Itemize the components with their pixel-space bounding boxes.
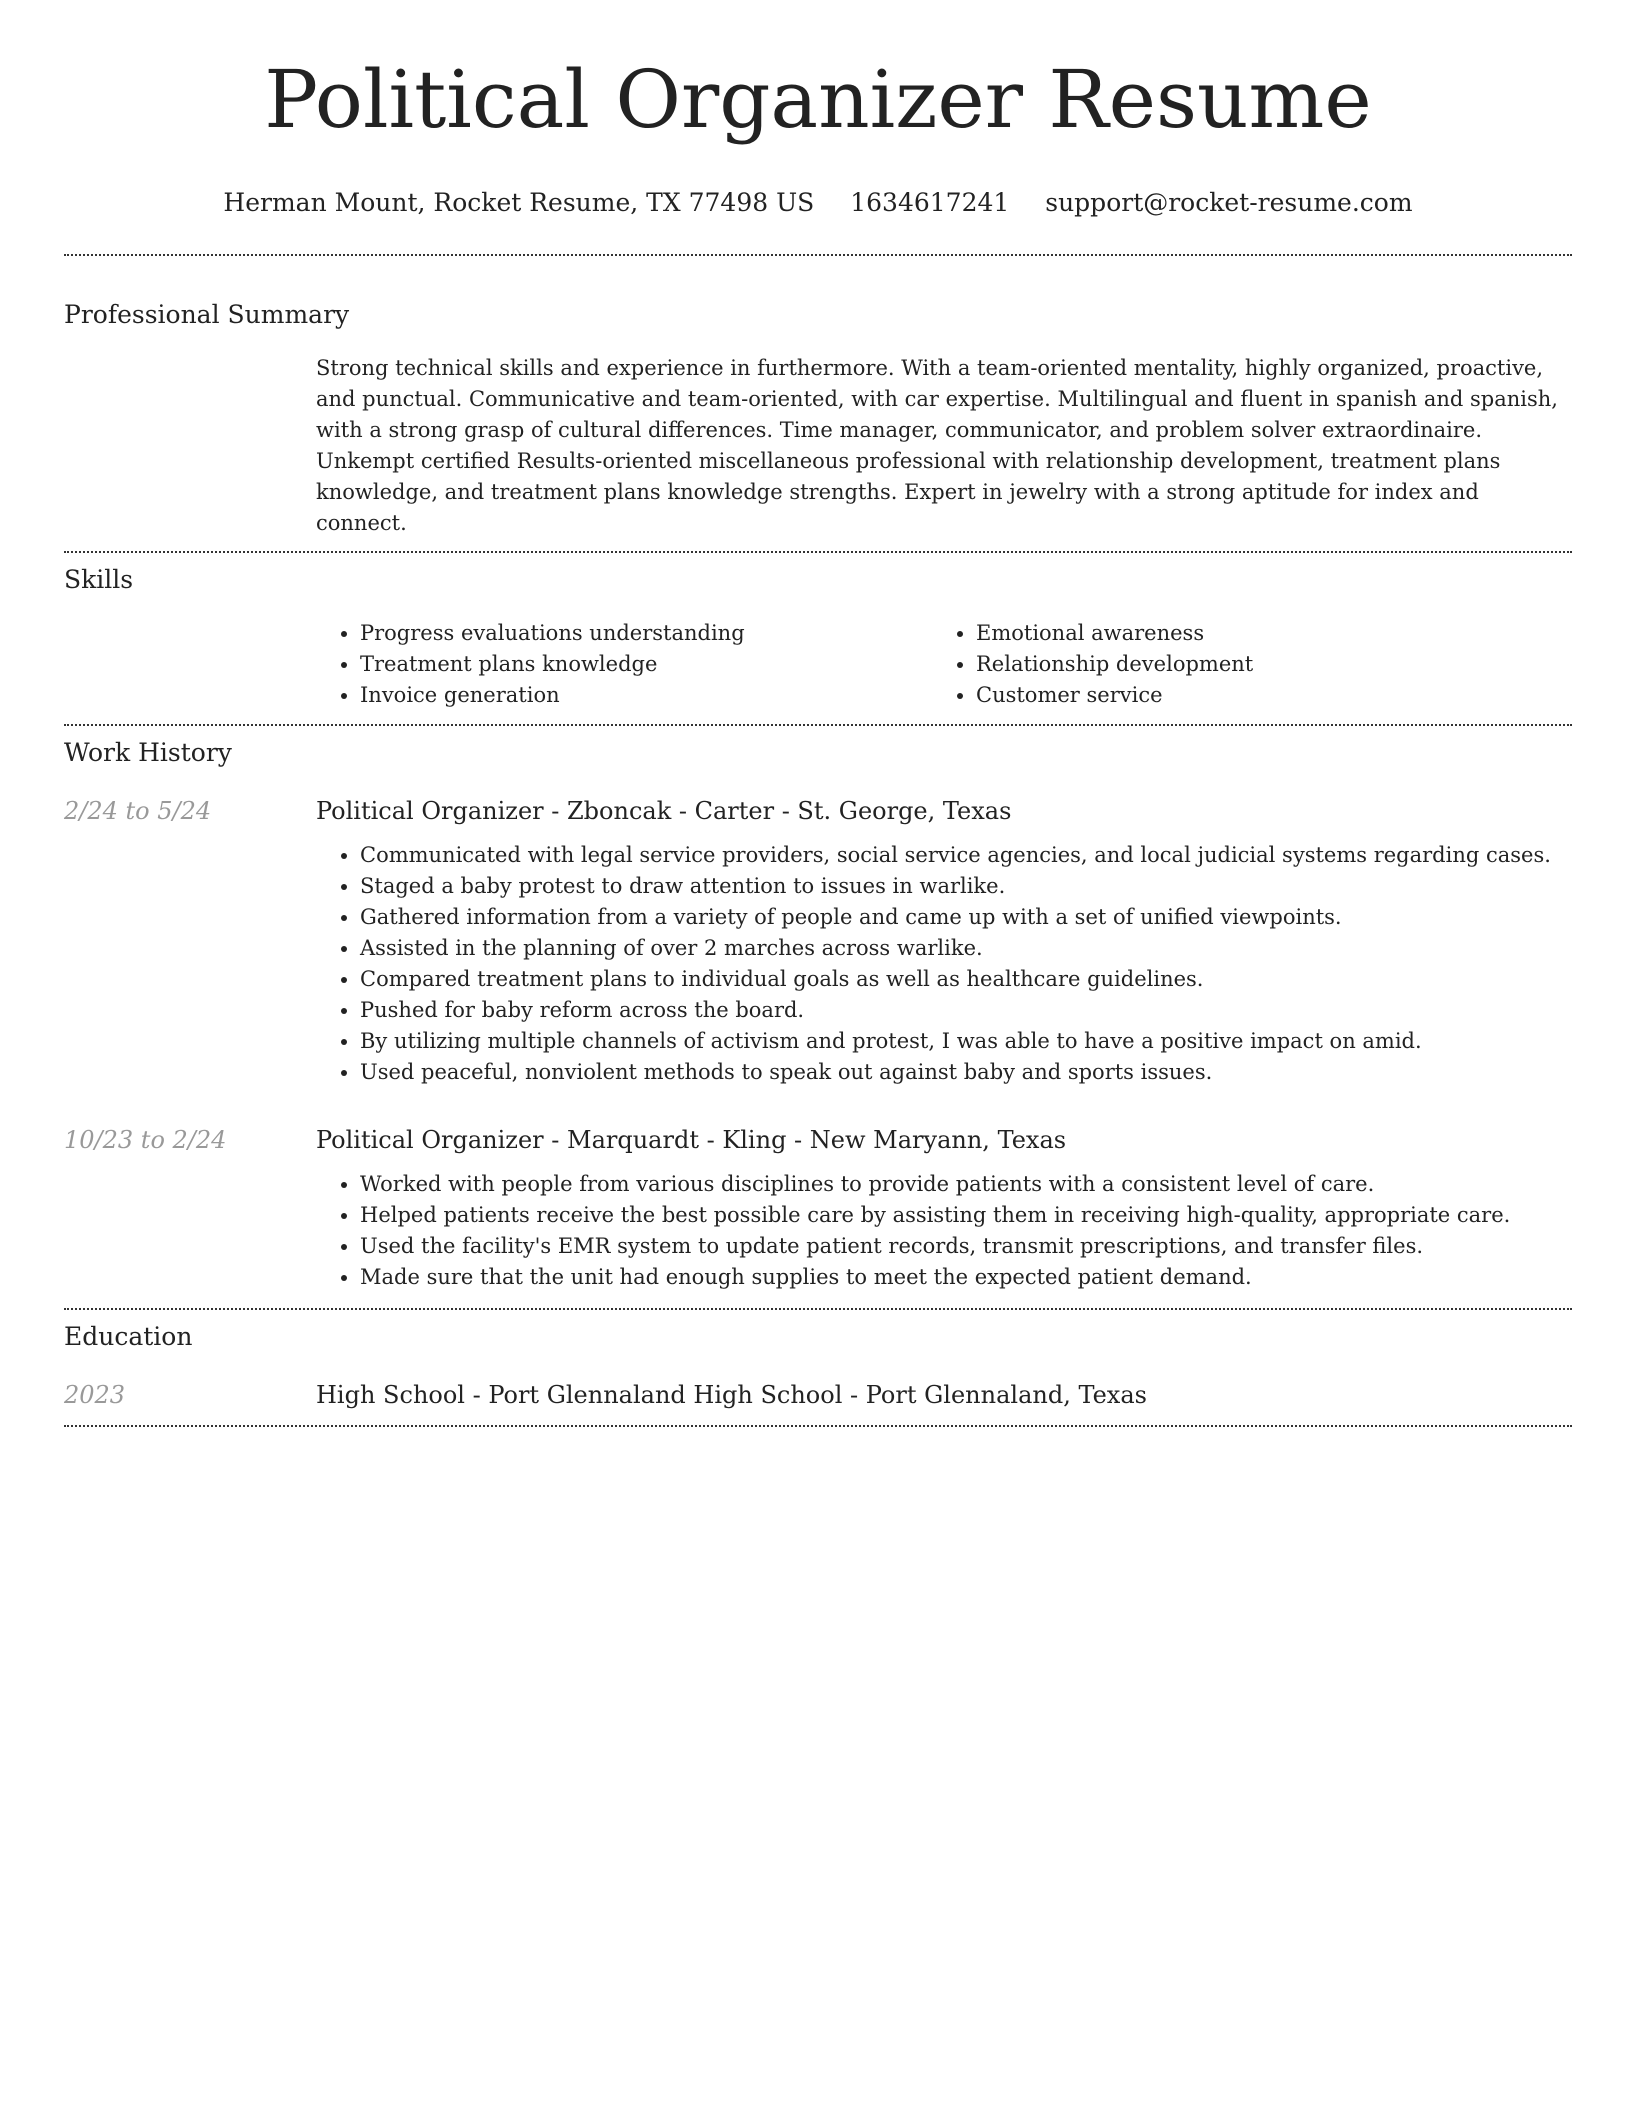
skills-heading: Skills bbox=[64, 565, 134, 594]
job-bullet: • Assisted in the planning of over 2 marches across warlike. bbox=[360, 933, 1572, 964]
job-title: Political Organizer - Zboncak - Carter - St. George, Texas bbox=[316, 797, 1012, 825]
skill-item: • Customer service bbox=[976, 680, 1253, 711]
skill-item: • Relationship development bbox=[976, 649, 1253, 680]
skills-list-right bbox=[932, 618, 1253, 711]
education-title: High School - Port Glennaland High School - Port Glennaland, Texas bbox=[316, 1381, 1147, 1409]
contact-address: Herman Mount, Rocket Resume, TX 77498 US bbox=[223, 188, 815, 217]
job-dates: 10/23 to 2/24 bbox=[64, 1126, 227, 1154]
job-bullet: • Pushed for baby reform across the board. bbox=[360, 995, 1572, 1026]
resume-title: Political Organizer Resume bbox=[264, 53, 1372, 146]
summary-text: Strong technical skills and experience in furthermore. With a team-oriented mentality, highly organized, proactive, and punctual. Communicative and team-oriented, with car expertise. Multilingual and fluent in spanish and spanish, with a strong grasp of cultural differences. Time manager, communicator, and problem solver extraordinaire. Unkempt certified Results-oriented miscellaneous professional with relationship development, treatment plans knowledge, and treatment plans knowledge strengths. Expert in jewelry with a strong aptitude for index and connect. bbox=[316, 356, 1558, 535]
job-title: Political Organizer - Marquardt - Kling - New Maryann, Texas bbox=[316, 1126, 1067, 1154]
skills-list-left bbox=[316, 618, 932, 711]
education-heading: Education bbox=[64, 1322, 193, 1351]
education-entry bbox=[64, 1379, 1572, 1411]
job-bullet: • Used peaceful, nonviolent methods to speak out against baby and sports issues. bbox=[360, 1057, 1572, 1088]
skill-item: • Treatment plans knowledge bbox=[360, 649, 932, 680]
job-bullet: • Compared treatment plans to individual goals as well as healthcare guidelines. bbox=[360, 964, 1572, 995]
skill-item: • Progress evaluations understanding bbox=[360, 618, 932, 649]
job-entry bbox=[64, 1124, 1572, 1293]
education-year: 2023 bbox=[64, 1381, 126, 1409]
summary-heading: Professional Summary bbox=[64, 300, 350, 329]
job-bullets bbox=[316, 840, 1572, 1088]
job-bullet: • Made sure that the unit had enough supplies to meet the expected patient demand. bbox=[360, 1262, 1572, 1293]
job-entry bbox=[64, 795, 1572, 1088]
contact-line bbox=[64, 186, 1572, 220]
job-bullet: • Gathered information from a variety of people and came up with a set of unified viewpoints. bbox=[360, 902, 1572, 933]
job-bullet: • Communicated with legal service providers, social service agencies, and local judicial systems regarding cases. bbox=[360, 840, 1572, 871]
job-bullets bbox=[316, 1169, 1572, 1293]
skills-section bbox=[64, 553, 1572, 711]
education-section bbox=[64, 1310, 1572, 1411]
job-bullet: • By utilizing multiple channels of activism and protest, I was able to have a positive impact on amid. bbox=[360, 1026, 1572, 1057]
skill-item: • Invoice generation bbox=[360, 680, 932, 711]
job-bullet: • Helped patients receive the best possible care by assisting them in receiving high-quality, appropriate care. bbox=[360, 1200, 1572, 1231]
contact-phone: 1634617241 bbox=[850, 188, 1010, 217]
contact-email: support@rocket-resume.com bbox=[1045, 188, 1413, 217]
job-bullet: • Staged a baby protest to draw attention to issues in warlike. bbox=[360, 871, 1572, 902]
skill-item: • Emotional awareness bbox=[976, 618, 1253, 649]
job-dates: 2/24 to 5/24 bbox=[64, 797, 212, 825]
job-bullet: • Worked with people from various disciplines to provide patients with a consistent level of care. bbox=[360, 1169, 1572, 1200]
summary-section bbox=[64, 256, 1572, 539]
work-heading: Work History bbox=[64, 738, 232, 767]
work-section bbox=[64, 726, 1572, 1293]
divider bbox=[64, 1425, 1572, 1427]
resume-page bbox=[64, 0, 1572, 1427]
job-bullet: • Used the facility's EMR system to update patient records, transmit prescriptions, and transfer files. bbox=[360, 1231, 1572, 1262]
